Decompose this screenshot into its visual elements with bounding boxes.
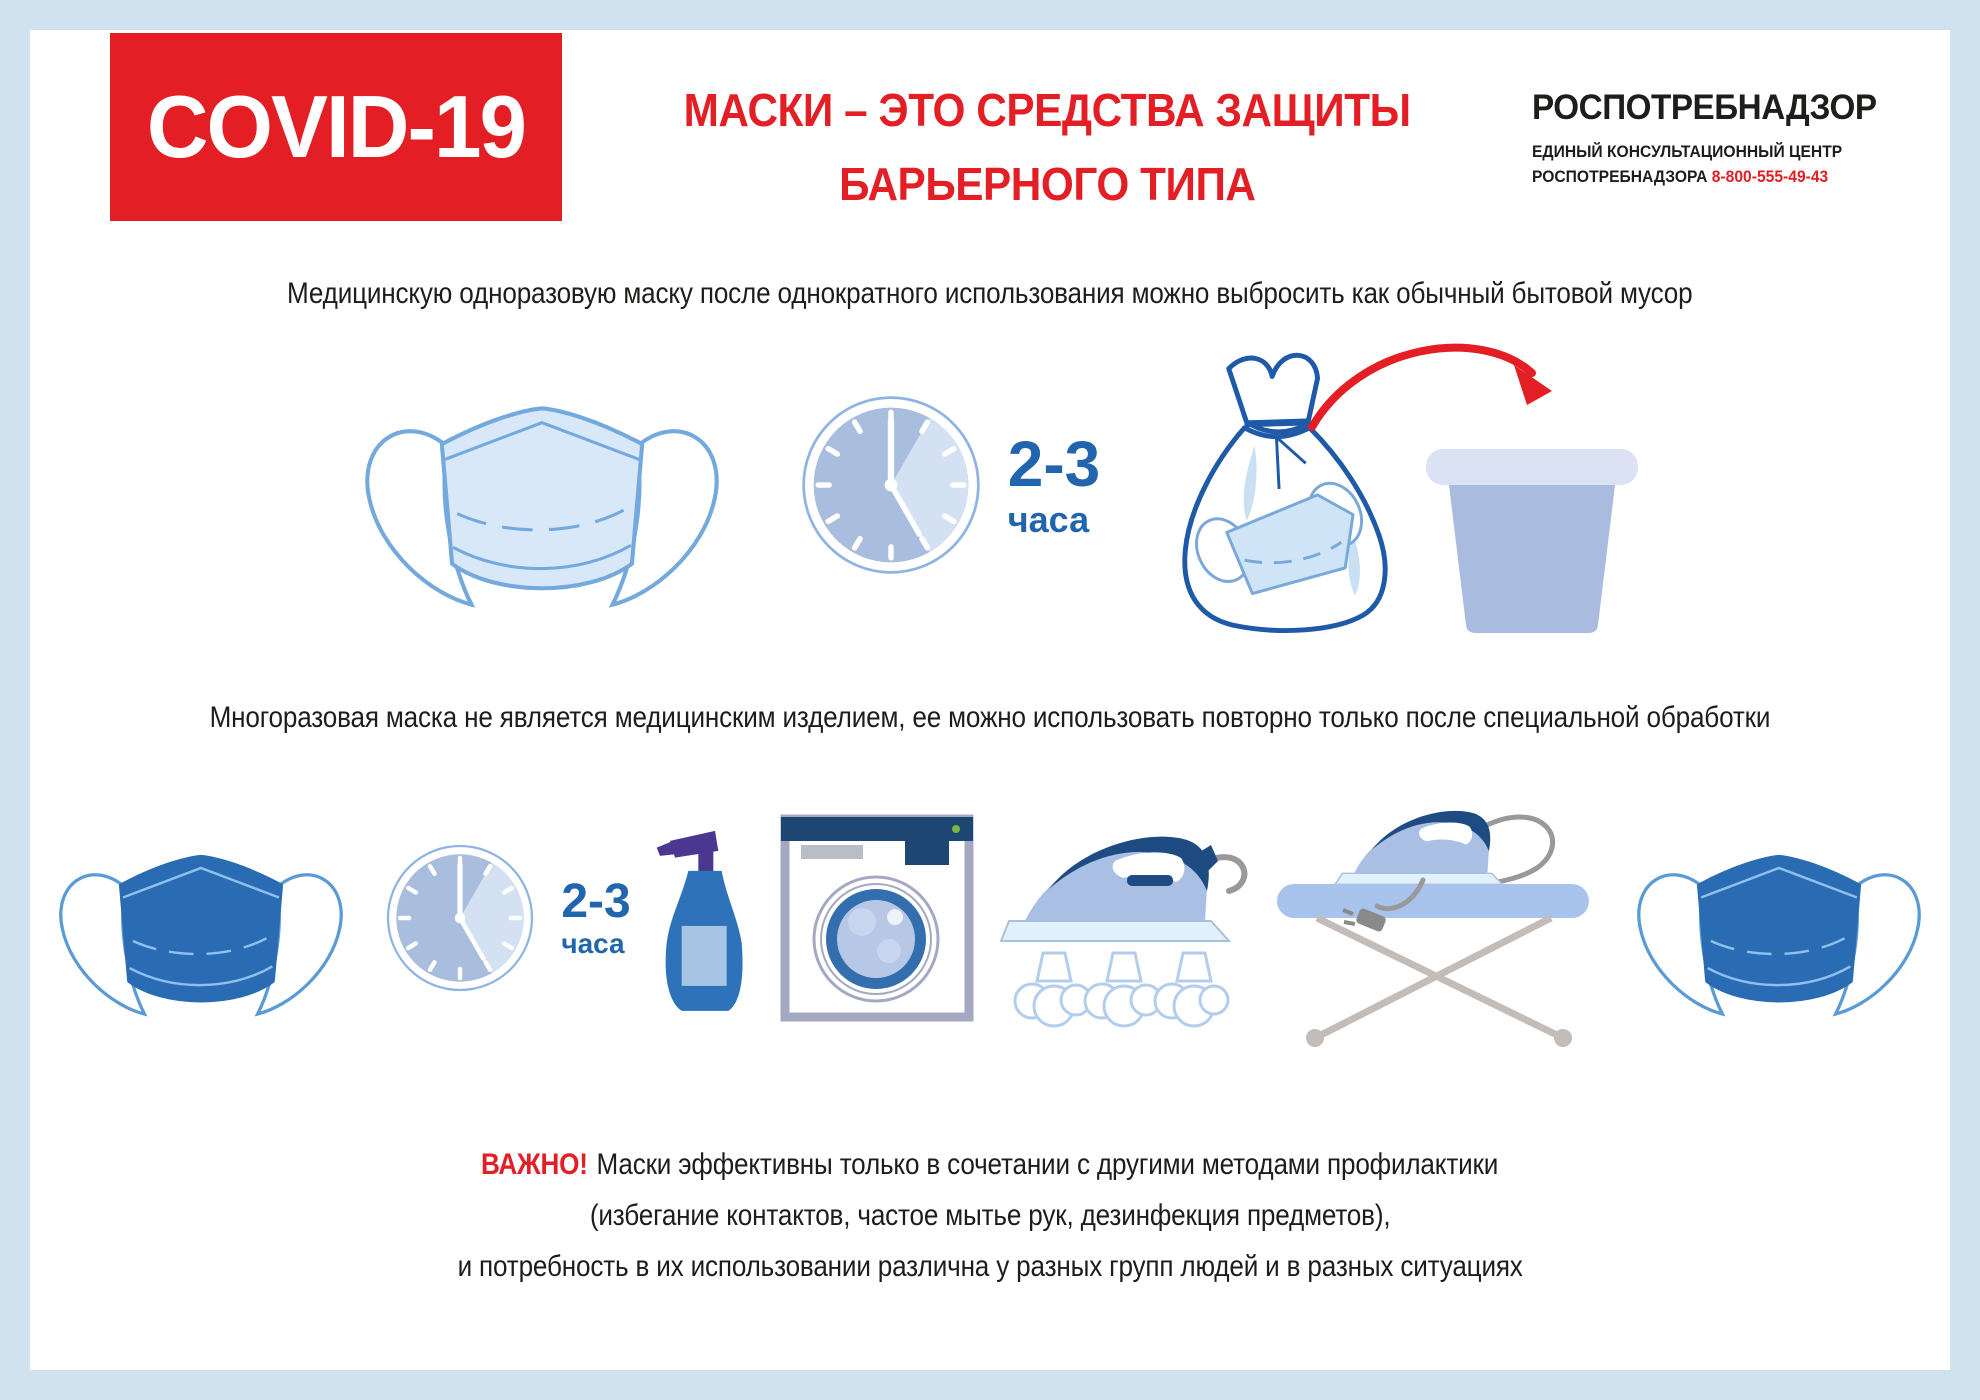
org-phone: 8-800-555-49-43 <box>1711 166 1829 186</box>
disposal-group <box>1158 335 1638 635</box>
covid19-badge-label: COVID-19 <box>146 77 526 176</box>
covid19-badge <box>110 33 562 221</box>
duration-label: 2-3 часа <box>561 875 631 960</box>
important-label: ВАЖНО! <box>481 1148 589 1182</box>
disposable-icons-row <box>30 335 1950 635</box>
washing-machine-icon <box>779 809 975 1027</box>
throw-arrow-icon <box>1306 323 1558 435</box>
spray-bottle-icon <box>655 800 755 1036</box>
disposable-section-headline: Медицинскую одноразовую маску после однократного использования можно выбросить как обычный бытовой мусор <box>287 277 1693 311</box>
reusable-icons-row <box>30 763 1950 1073</box>
org-name: РОСПОТРЕБНАДЗОР <box>1532 88 1877 127</box>
org-block <box>1532 30 1892 189</box>
important-note <box>30 1139 1950 1292</box>
trash-bin-icon <box>1426 433 1638 635</box>
clock-icon <box>385 843 535 993</box>
reusable-mask-icon <box>1619 807 1939 1029</box>
usage-time-group <box>385 843 630 993</box>
important-line-1: Маски эффективны только в сочетании с другими методами профилактики <box>596 1148 1499 1182</box>
header <box>30 30 1950 221</box>
org-subtitle-1: ЕДИНЫЙ КОНСУЛЬТАЦИОННЫЙ ЦЕНТР <box>1532 142 1843 161</box>
reusable-section-headline: Многоразовая маска не является медицинским изделием, ее можно использовать повторно только после специальной обработки <box>209 701 1771 735</box>
title-line-2: БАРЬЕРНОГО ТИПА <box>838 157 1256 210</box>
poster-page <box>30 30 1950 1370</box>
clock-icon <box>800 394 982 576</box>
ironing-board-icon <box>1273 786 1595 1050</box>
title-line-1: МАСКИ – ЭТО СРЕДСТВА ЗАЩИТЫ <box>683 84 1411 136</box>
disposable-mask-icon <box>342 347 742 623</box>
duration-label: 2-3 часа <box>1007 428 1101 541</box>
important-line-2: (избегание контактов, частое мытье рук, дезинфекция предметов), <box>589 1199 1391 1233</box>
reusable-mask-icon <box>41 807 361 1029</box>
usage-time-group <box>800 394 1101 576</box>
org-subtitle-2: РОСПОТРЕБНАДЗОРА <box>1532 166 1708 186</box>
page-title <box>562 30 1532 221</box>
important-line-3: и потребность в их использовании различна у разных групп людей и в разных ситуациях <box>457 1250 1523 1284</box>
iron-steam-icon <box>999 803 1249 1033</box>
